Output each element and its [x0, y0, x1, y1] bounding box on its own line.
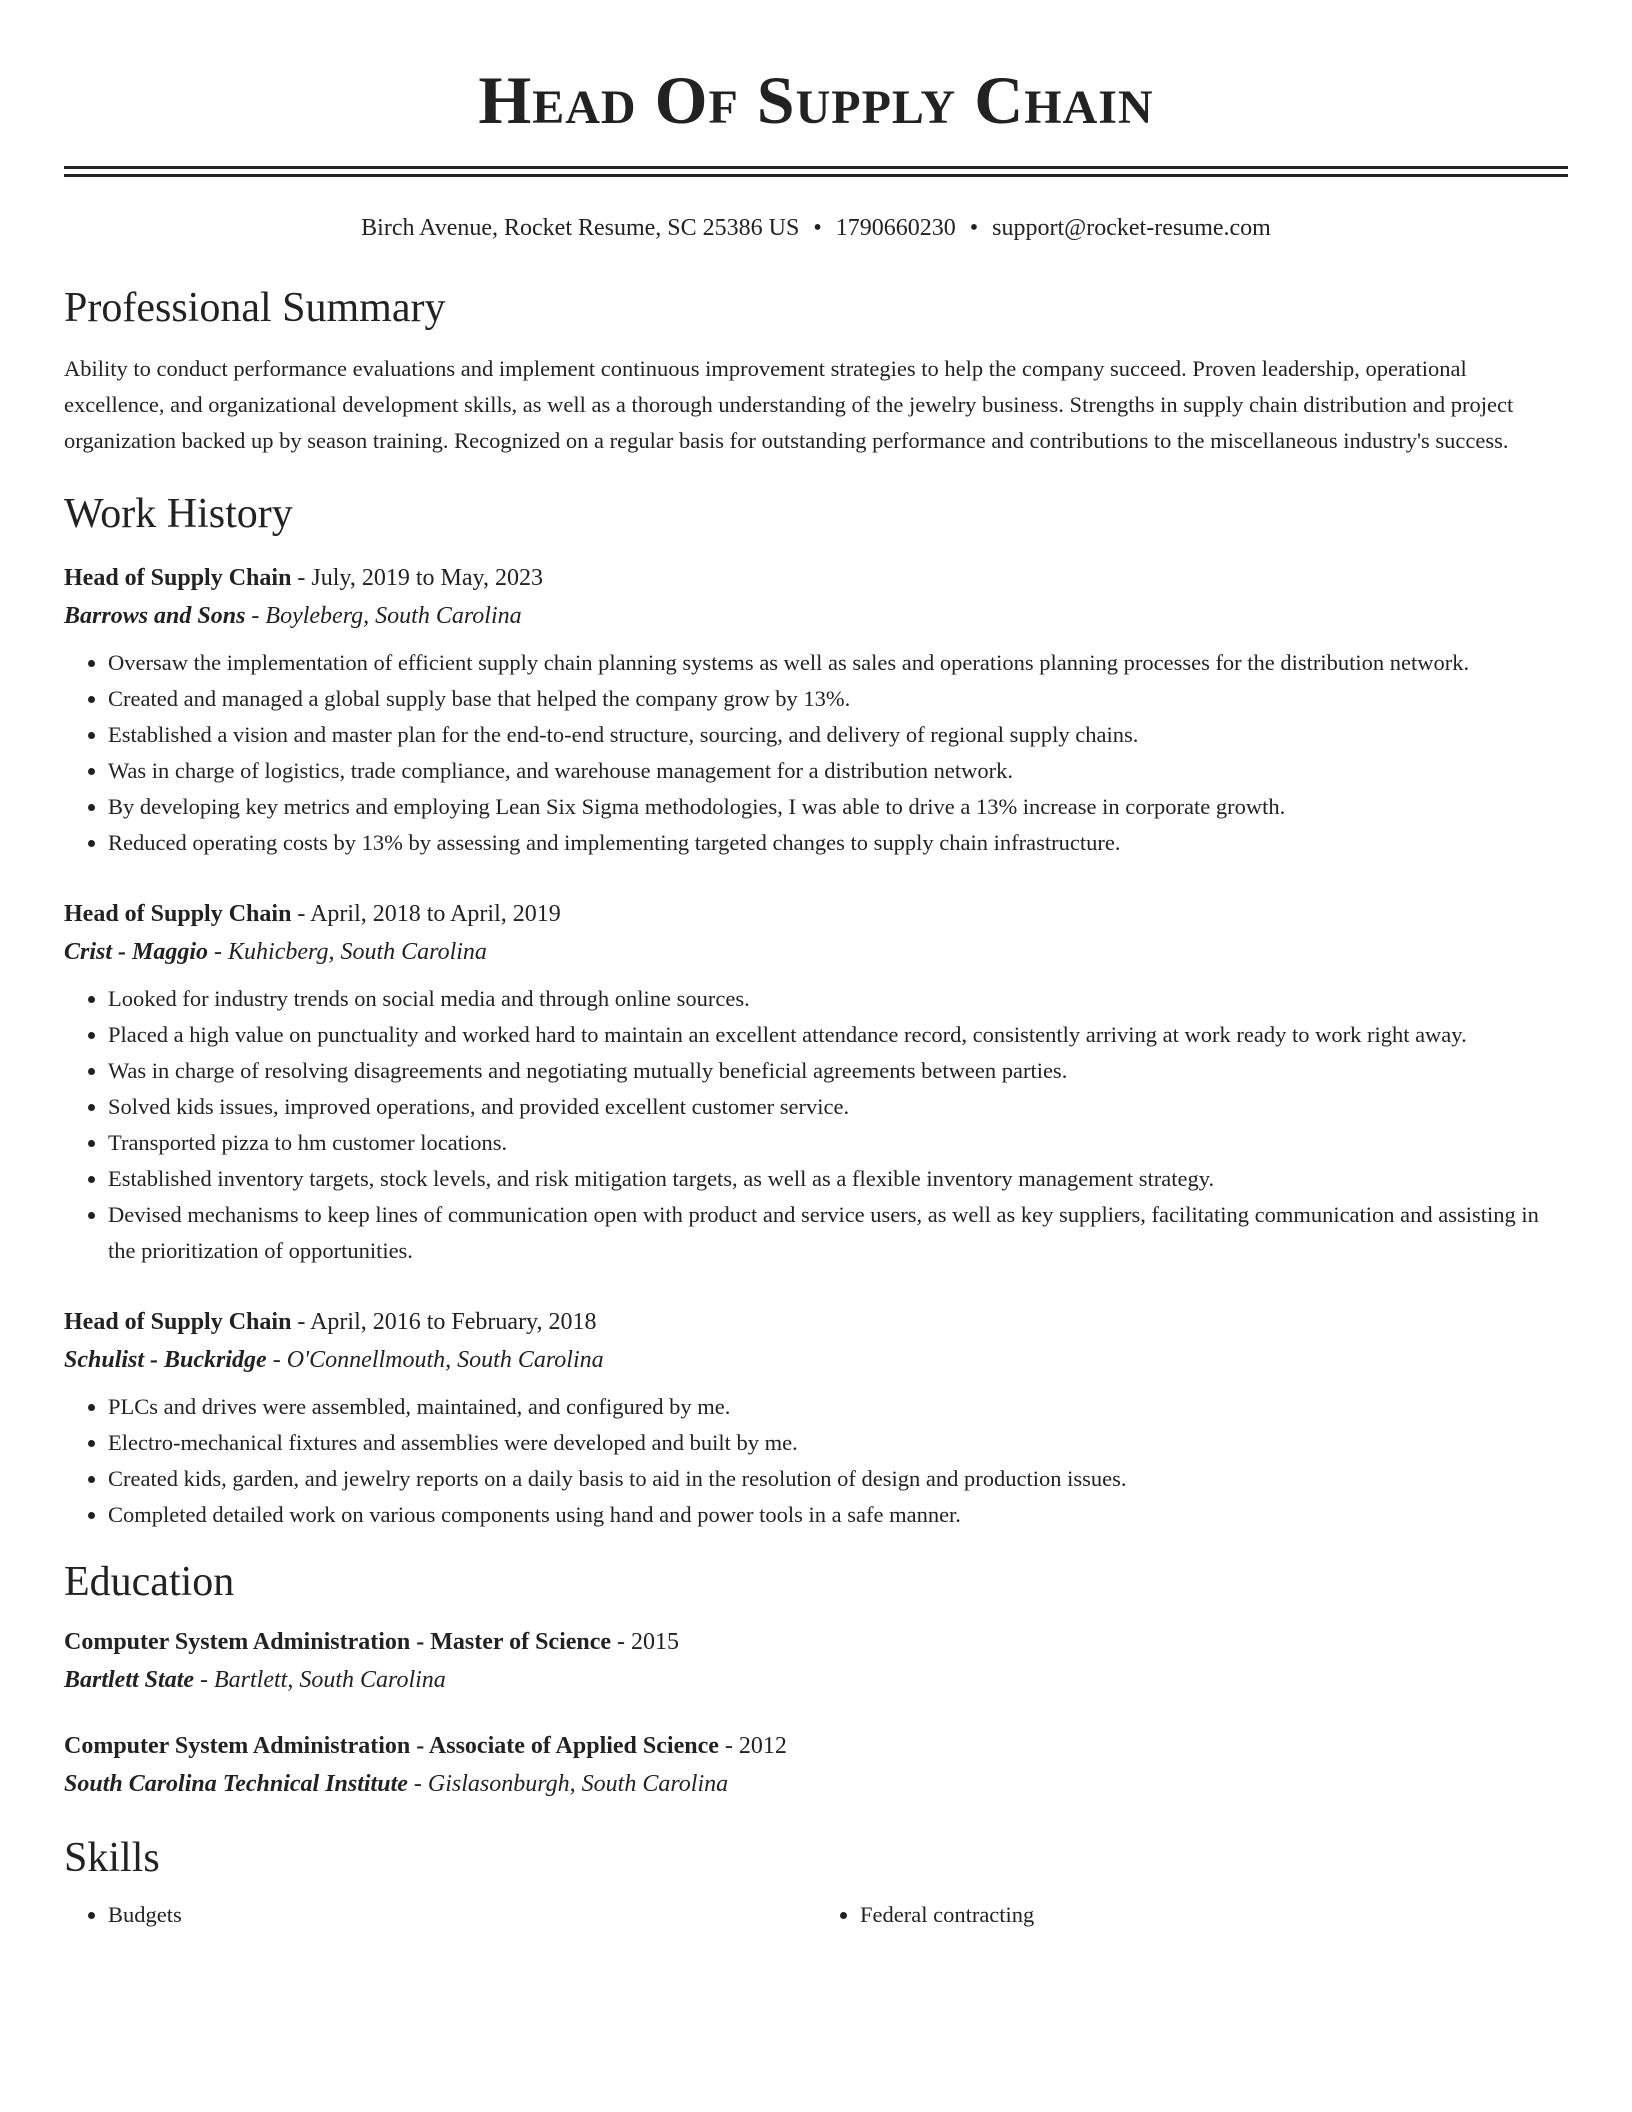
job-bullets [64, 1389, 1568, 1533]
job-company: Schulist - Buckridge [64, 1347, 267, 1373]
summary-heading: Professional Summary [64, 285, 446, 331]
contact-separator: • [813, 215, 822, 241]
education-degree: Computer System Administration - Master of Science [64, 1629, 612, 1655]
job-bullet: • Devised mechanisms to keep lines of communication open with product and service users, as well as key suppliers, facilitating communication and assisting in the prioritization of opportunities. [108, 1197, 1568, 1269]
skill-item: • Federal contracting [860, 1897, 1568, 1933]
job-position: Head of Supply Chain [64, 901, 292, 927]
job-bullet: • Solved kids issues, improved operations, and provided excellent customer service. [108, 1089, 1568, 1125]
skills-column-right [816, 1897, 1568, 1933]
job-dates: - April, 2016 to February, 2018 [291, 1309, 597, 1335]
job-company-line [64, 597, 1568, 635]
education-header [64, 1623, 1568, 1661]
job-bullet: • Created and managed a global supply base that helped the company grow by 13%. [108, 681, 1568, 717]
education-school: Bartlett State [64, 1667, 195, 1693]
education-school-line [64, 1765, 1568, 1803]
job-entry [64, 1303, 1568, 1533]
contact-separator: • [969, 215, 979, 241]
job-bullet: • Established a vision and master plan for the end-to-end structure, sourcing, and delivery of regional supply chains. [108, 717, 1568, 753]
education-location: - Gislasonburgh, South Carolina [407, 1771, 729, 1797]
education-year: - 2015 [611, 1629, 680, 1655]
job-company-line [64, 1341, 1568, 1379]
work-history-heading: Work History [64, 491, 293, 537]
skills-heading: Skills [64, 1835, 160, 1881]
job-bullet: • Created kids, garden, and jewelry reports on a daily basis to aid in the resolution of design and production issues. [108, 1461, 1568, 1497]
education-heading: Education [64, 1559, 235, 1605]
education-year: - 2012 [718, 1733, 787, 1759]
title-divider [64, 166, 1568, 177]
job-header [64, 1303, 1568, 1341]
job-position: Head of Supply Chain [64, 1309, 292, 1335]
job-bullet: • Completed detailed work on various components using hand and power tools in a safe manner. [108, 1497, 1568, 1533]
contact-line [64, 213, 1568, 243]
job-bullet: • Was in charge of logistics, trade compliance, and warehouse management for a distribution network. [108, 753, 1568, 789]
job-header [64, 895, 1568, 933]
job-dates: - July, 2019 to May, 2023 [291, 565, 543, 591]
job-bullet: • Oversaw the implementation of efficient supply chain planning systems as well as sales and operations planning processes for the distribution network. [108, 645, 1568, 681]
job-company-line [64, 933, 1568, 971]
education-degree: Computer System Administration - Associate of Applied Science [64, 1733, 719, 1759]
job-bullet: • Transported pizza to hm customer locations. [108, 1125, 1568, 1161]
skill-item: • Budgets [108, 1897, 816, 1933]
job-position: Head of Supply Chain [64, 565, 292, 591]
contact-email: support@rocket-resume.com [992, 215, 1271, 241]
job-bullets [64, 645, 1568, 861]
resume-title: Head Of Supply Chain [478, 62, 1154, 138]
job-bullets [64, 981, 1568, 1269]
job-bullet: • PLCs and drives were assembled, maintained, and configured by me. [108, 1389, 1568, 1425]
job-header [64, 559, 1568, 597]
job-location: - Kuhicberg, South Carolina [208, 939, 487, 965]
job-entry [64, 559, 1568, 861]
skills-grid [64, 1897, 1568, 1933]
education-entry [64, 1623, 1568, 1699]
job-location: - Boyleberg, South Carolina [245, 603, 522, 629]
education-header [64, 1727, 1568, 1765]
education-school-line [64, 1661, 1568, 1699]
job-company: Barrows and Sons [64, 603, 246, 629]
job-location: - O'Connellmouth, South Carolina [266, 1347, 604, 1373]
job-company: Crist - Maggio [64, 939, 209, 965]
job-bullet: • Looked for industry trends on social media and through online sources. [108, 981, 1568, 1017]
job-bullet: • Was in charge of resolving disagreements and negotiating mutually beneficial agreements between parties. [108, 1053, 1568, 1089]
job-bullet: • Electro-mechanical fixtures and assemblies were developed and built by me. [108, 1425, 1568, 1461]
education-entry [64, 1727, 1568, 1803]
job-bullet: • Placed a high value on punctuality and worked hard to maintain an excellent attendance record, consistently arriving at work ready to work right away. [108, 1017, 1568, 1053]
education-school: South Carolina Technical Institute [64, 1771, 408, 1797]
skills-column-left [64, 1897, 816, 1933]
summary-text: Ability to conduct performance evaluations and implement continuous improvement strategies to help the company succeed. Proven leadership, operational excellence, and organizational development skills, as well as a thorough understanding of the jewelry business. Strengths in supply chain distribution and project organization backed up by season training. Recognized on a regular basis for outstanding performance and contributions to the miscellaneous industry's success. [64, 356, 1514, 453]
job-bullet: • By developing key metrics and employing Lean Six Sigma methodologies, I was able to drive a 13% increase in corporate growth. [108, 789, 1568, 825]
education-location: - Bartlett, South Carolina [194, 1667, 446, 1693]
job-bullet: • Established inventory targets, stock levels, and risk mitigation targets, as well as a flexible inventory management strategy. [108, 1161, 1568, 1197]
contact-phone: 1790660230 [835, 215, 956, 241]
job-entry [64, 895, 1568, 1269]
job-dates: - April, 2018 to April, 2019 [291, 901, 561, 927]
contact-address: Birch Avenue, Rocket Resume, SC 25386 US [361, 215, 800, 241]
job-bullet: • Reduced operating costs by 13% by assessing and implementing targeted changes to supply chain infrastructure. [108, 825, 1568, 861]
